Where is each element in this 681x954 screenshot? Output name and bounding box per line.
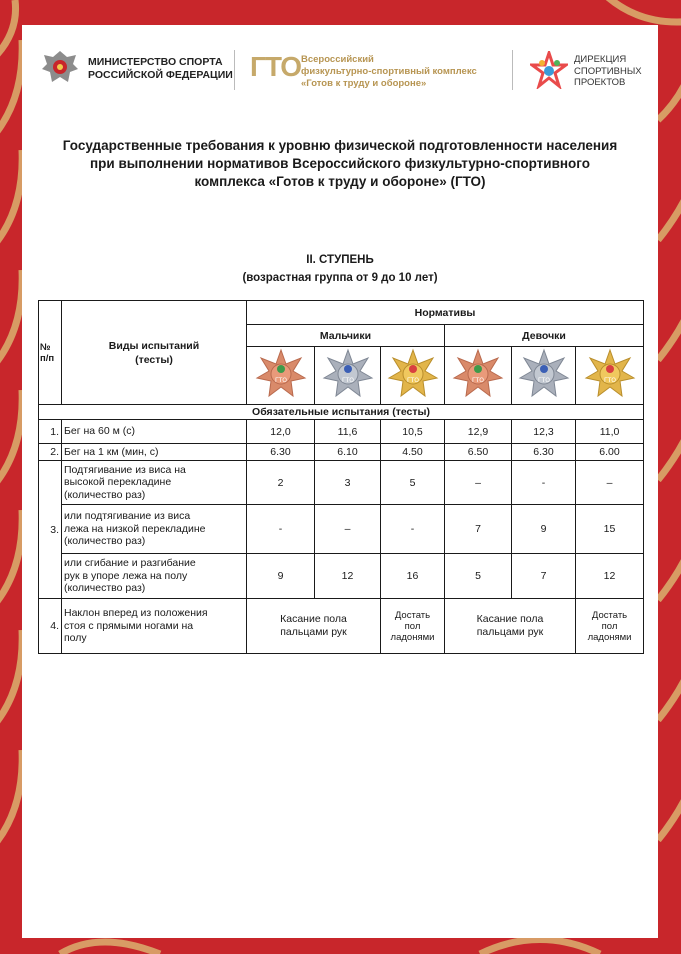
boys-bronze-value: 2 bbox=[247, 461, 315, 505]
test-name bbox=[62, 599, 247, 654]
row-number: 2. bbox=[39, 444, 62, 461]
badge-label: ГТО bbox=[471, 377, 485, 384]
gold-badge-cell bbox=[381, 347, 445, 405]
ministry-line-1: МИНИСТЕРСТВО СПОРТА bbox=[88, 56, 223, 68]
direction-line-2: СПОРТИВНЫХ bbox=[574, 65, 642, 77]
test-name-line: рук в упоре лежа на полу bbox=[64, 569, 188, 582]
test-name-line: (количество раз) bbox=[64, 582, 146, 595]
boys-bronze-value: - bbox=[247, 505, 315, 554]
section-header: Обязательные испытания (тесты) bbox=[39, 405, 644, 420]
girls-bronze-value: – bbox=[445, 461, 512, 505]
bronze-badge-cell bbox=[445, 347, 512, 405]
girls-bronze-value: 5 bbox=[445, 554, 512, 599]
girls-bronze-value: 12,9 bbox=[445, 420, 512, 444]
gto-complex-name bbox=[301, 54, 477, 90]
ministry-line-2: РОССИЙСКОЙ ФЕДЕРАЦИИ bbox=[88, 69, 233, 81]
test-name-line: стоя с прямыми ногами на bbox=[64, 619, 194, 632]
row-number: 4. bbox=[39, 599, 62, 654]
col-number-line-1: № bbox=[40, 341, 51, 353]
girls-gold-value: 6.00 bbox=[576, 444, 644, 461]
boys-silver-value: 11,6 bbox=[315, 420, 381, 444]
gto-line-1: Всероссийский bbox=[301, 54, 374, 65]
table-row bbox=[39, 599, 644, 654]
boys-silver-value: – bbox=[315, 505, 381, 554]
girls-silver-value: 12,3 bbox=[512, 420, 576, 444]
girls-gold-value: 12 bbox=[576, 554, 644, 599]
boys-gold-value: 5 bbox=[381, 461, 445, 505]
col-tests-line-1: Виды испытаний bbox=[108, 339, 200, 352]
document-title bbox=[34, 137, 646, 191]
girls-silver-value: 7 bbox=[512, 554, 576, 599]
header-divider bbox=[234, 50, 235, 90]
col-number-line-2: п/п bbox=[40, 352, 55, 364]
girls-gold-value: – bbox=[576, 461, 644, 505]
value-line: ладонями bbox=[587, 631, 632, 643]
test-name-line: полу bbox=[64, 632, 87, 645]
girls-merged-value bbox=[445, 599, 576, 654]
silver-badge-icon bbox=[322, 348, 374, 400]
table-row bbox=[39, 420, 644, 444]
title-line-3: комплекса «Готов к труду и обороне» (ГТО) bbox=[194, 174, 486, 189]
gold-badge-icon bbox=[387, 348, 439, 400]
age-group: (возрастная группа от 9 до 10 лет) bbox=[242, 272, 438, 284]
silver-badge-icon bbox=[518, 348, 570, 400]
col-tests-header bbox=[62, 301, 247, 405]
header bbox=[22, 25, 658, 115]
test-name-line: лежа на низкой перекладине bbox=[64, 522, 206, 535]
boys-gold-value bbox=[381, 599, 445, 654]
ministry-name bbox=[88, 56, 233, 82]
test-name: Бег на 1 км (мин, с) bbox=[62, 444, 247, 461]
value-line: пальцами рук bbox=[280, 626, 347, 638]
girls-gold-value bbox=[576, 599, 644, 654]
document-page bbox=[22, 25, 658, 938]
value-line: Касание пола bbox=[476, 613, 544, 625]
boys-merged-value bbox=[247, 599, 381, 654]
gto-logo-mark: ГТО bbox=[250, 51, 302, 82]
gto-line-2: физкультурно-спортивный комплекс bbox=[301, 66, 477, 77]
boys-gold-value: 16 bbox=[381, 554, 445, 599]
value-line: Касание пола bbox=[280, 613, 347, 625]
header-divider bbox=[512, 50, 513, 90]
table-row bbox=[39, 554, 644, 599]
table-row bbox=[39, 505, 644, 554]
row-number: 1. bbox=[39, 420, 62, 444]
test-name bbox=[62, 461, 247, 505]
star-logo-icon bbox=[530, 51, 568, 89]
boys-bronze-value: 9 bbox=[247, 554, 315, 599]
gold-badge-cell bbox=[576, 347, 644, 405]
value-line: пол bbox=[404, 620, 421, 632]
test-name-line: или сгибание и разгибание bbox=[64, 557, 196, 570]
girls-header: Девочки bbox=[445, 325, 644, 347]
norms-table bbox=[38, 300, 644, 654]
test-name-line: (количество раз) bbox=[64, 535, 146, 548]
ministry-emblem-icon bbox=[40, 47, 80, 87]
boys-gold-value: 4.50 bbox=[381, 444, 445, 461]
table-row bbox=[39, 461, 644, 505]
badge-label: ГТО bbox=[537, 377, 550, 384]
boys-header: Мальчики bbox=[247, 325, 445, 347]
title-line-1: Государственные требования к уровню физической подготовленности населения bbox=[62, 138, 618, 153]
value-line: пол bbox=[601, 620, 618, 632]
girls-silver-value: 6.30 bbox=[512, 444, 576, 461]
boys-silver-value: 3 bbox=[315, 461, 381, 505]
silver-badge-cell bbox=[512, 347, 576, 405]
value-line: Достать bbox=[394, 609, 431, 621]
test-name-line: Подтягивание из виса на bbox=[64, 463, 186, 476]
stage-heading: II. СТУПЕНЬ bbox=[306, 254, 374, 266]
test-name-line: Наклон вперед из положения bbox=[64, 607, 208, 620]
boys-gold-value: 10,5 bbox=[381, 420, 445, 444]
boys-bronze-value: 12,0 bbox=[247, 420, 315, 444]
norms-header: Нормативы bbox=[247, 301, 644, 325]
boys-silver-value: 12 bbox=[315, 554, 381, 599]
table-row bbox=[39, 444, 644, 461]
bronze-badge-icon bbox=[255, 348, 307, 400]
badge-label: ГТО bbox=[341, 377, 354, 384]
boys-bronze-value: 6.30 bbox=[247, 444, 315, 461]
value-line: Достать bbox=[591, 609, 628, 621]
girls-gold-value: 15 bbox=[576, 505, 644, 554]
test-name bbox=[62, 554, 247, 599]
girls-silver-value: - bbox=[512, 461, 576, 505]
girls-bronze-value: 6.50 bbox=[445, 444, 512, 461]
direction-line-3: ПРОЕКТОВ bbox=[574, 77, 626, 88]
title-line-2: при выполнении нормативов Всероссийского физкультурно-спортивного bbox=[90, 156, 590, 171]
girls-bronze-value: 7 bbox=[445, 505, 512, 554]
girls-gold-value: 11,0 bbox=[576, 420, 644, 444]
direction-name bbox=[574, 54, 642, 89]
badge-label: ГТО bbox=[274, 377, 287, 384]
direction-line-1: ДИРЕКЦИЯ bbox=[574, 54, 627, 65]
test-name-line: высокой перекладине bbox=[64, 476, 172, 489]
value-line: ладонями bbox=[390, 631, 435, 643]
gold-badge-icon bbox=[584, 348, 636, 400]
badge-label: ГТО bbox=[603, 377, 616, 384]
test-name-line: или подтягивание из виса bbox=[64, 510, 191, 523]
col-number-header bbox=[39, 301, 62, 405]
row-number: 3. bbox=[39, 461, 62, 599]
silver-badge-cell bbox=[315, 347, 381, 405]
girls-silver-value: 9 bbox=[512, 505, 576, 554]
bronze-badge-cell bbox=[247, 347, 315, 405]
test-name-line: (количество раз) bbox=[64, 488, 146, 501]
test-name bbox=[62, 505, 247, 554]
boys-silver-value: 6.10 bbox=[315, 444, 381, 461]
boys-gold-value: - bbox=[381, 505, 445, 554]
value-line: пальцами рук bbox=[476, 626, 544, 638]
badge-label: ГТО bbox=[406, 377, 419, 384]
test-name: Бег на 60 м (с) bbox=[62, 420, 247, 444]
col-tests-line-2: (тесты) bbox=[135, 353, 173, 366]
gto-line-3: «Готов к труду и обороне» bbox=[301, 78, 427, 89]
bronze-badge-icon bbox=[452, 348, 504, 400]
